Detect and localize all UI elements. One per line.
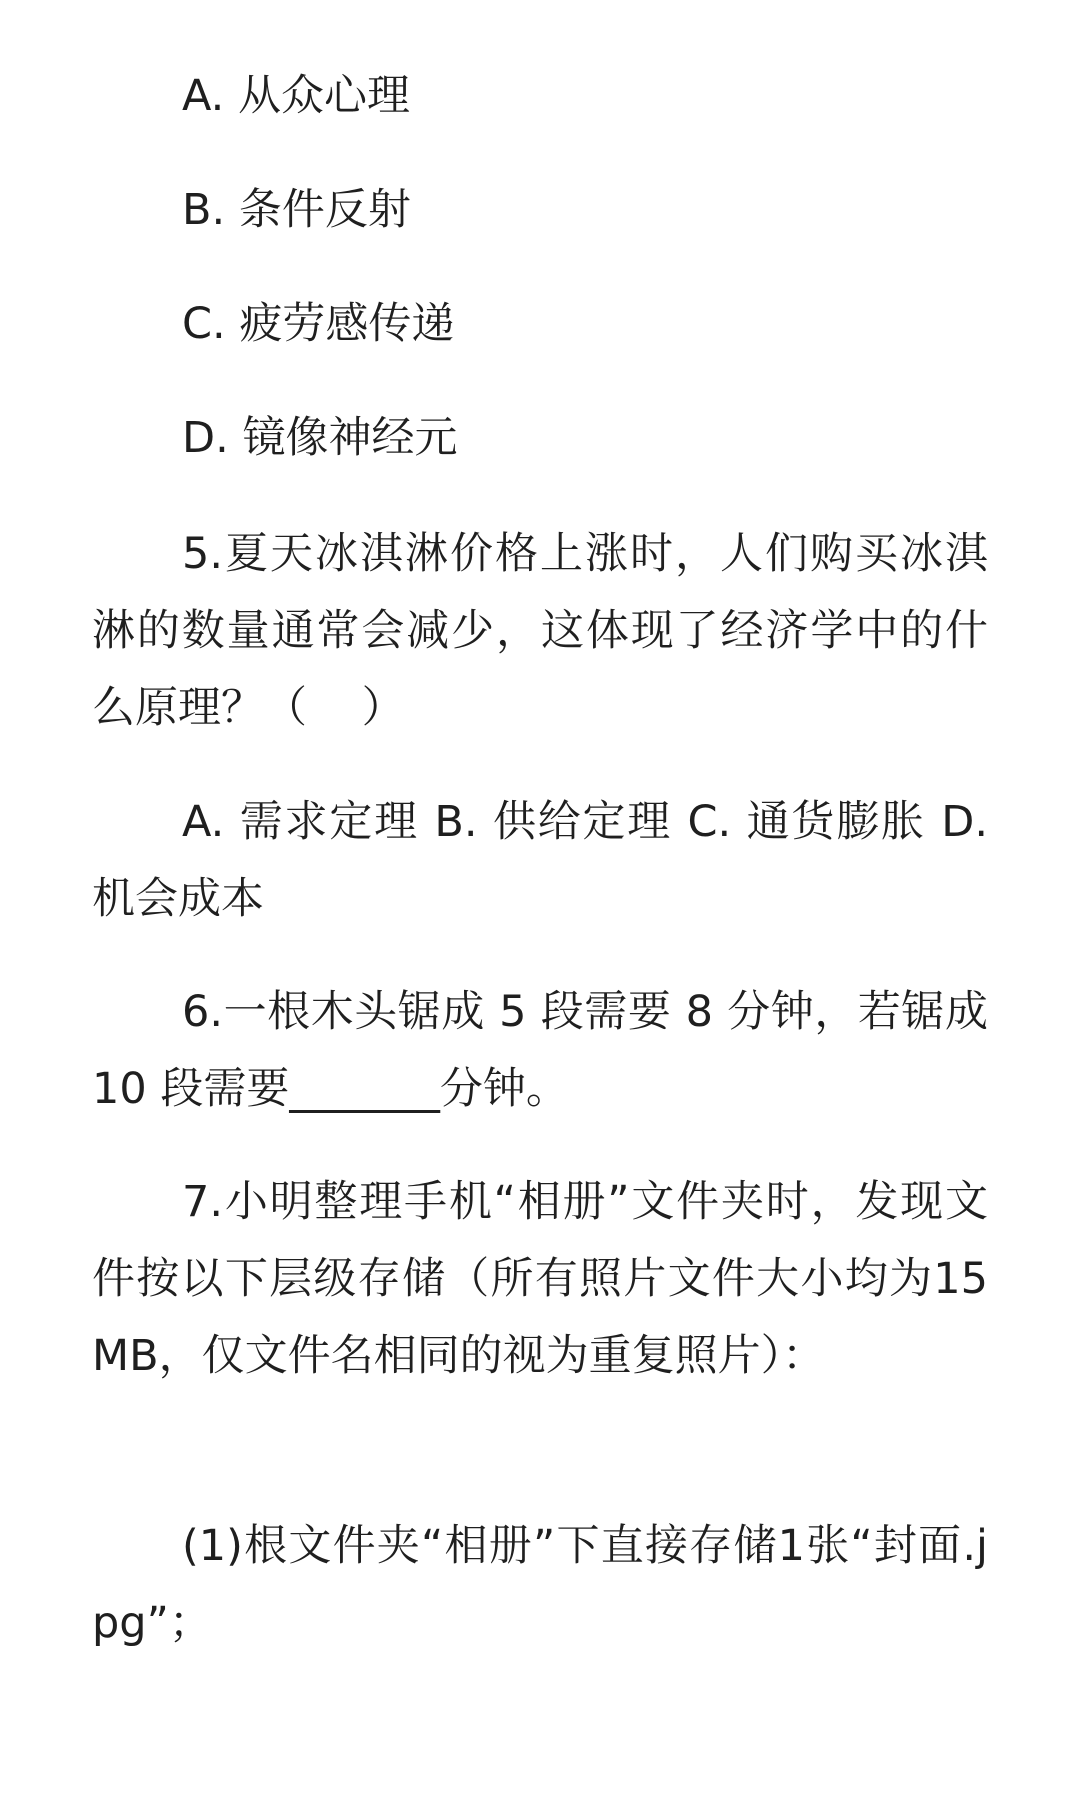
q5-stem-text: 5.夏天冰淇淋价格上涨时，人们购买冰淇淋的数量通常会减少，这体现了经济学中的什么原理？（ ） <box>92 529 988 733</box>
q7-stem <box>92 1164 988 1395</box>
q7-item-1 <box>92 1508 988 1662</box>
q4-option-a: A. 从众心理 <box>182 71 410 121</box>
q5-options-text: A. 需求定理 B. 供给定理 C. 通货膨胀 D. 机会成本 <box>92 797 1002 924</box>
q4-option-d: D. 镜像神经元 <box>182 413 458 463</box>
q4-option-b: B. 条件反射 <box>182 185 411 235</box>
q7-stem-text: 7.小明整理手机“相册”文件夹时，发现文件按以下层级存储（所有照片文件大小均为15MB，仅文件名相同的视为重复照片）： <box>92 1177 988 1381</box>
q6-stem-text: 6.一根木头锯成 5 段需要 8 分钟，若锯成 10 段需要_______分钟。 <box>92 987 1002 1114</box>
q4-option-c: C. 疲劳感传递 <box>182 299 455 349</box>
q6-stem <box>92 974 1002 1128</box>
q7-item-1-text: (1)根文件夹“相册”下直接存储1张“封面.jpg”； <box>92 1521 988 1648</box>
q5-options <box>92 784 1002 938</box>
q5-stem <box>92 516 988 747</box>
